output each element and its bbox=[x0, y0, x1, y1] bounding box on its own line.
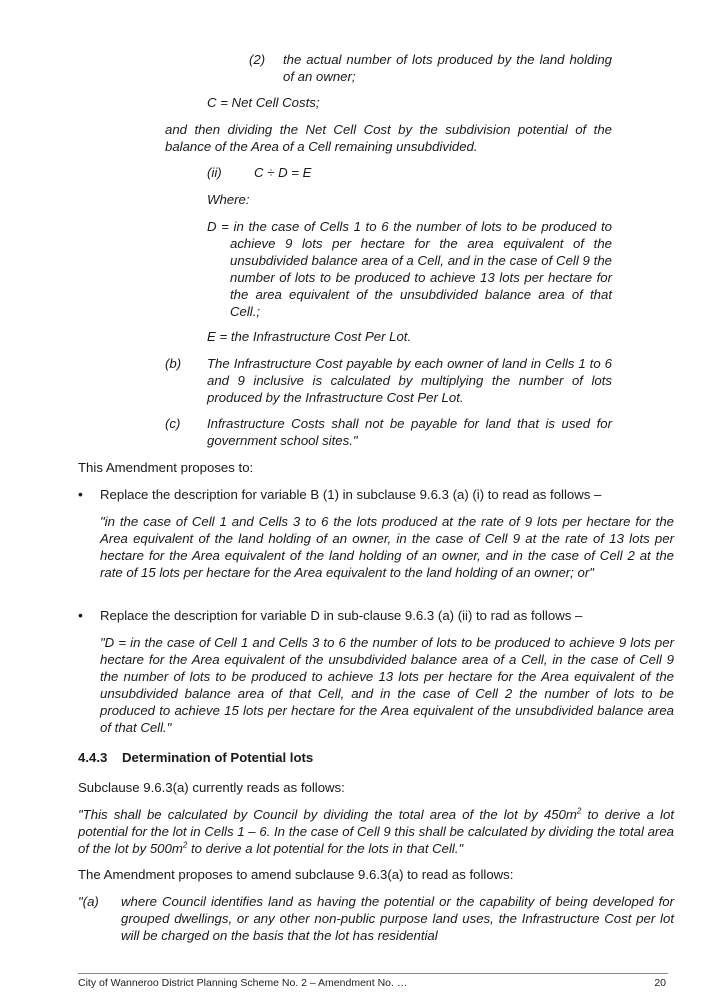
formula-text: C ÷ D = E bbox=[254, 165, 312, 180]
item-c-label: (c) bbox=[165, 416, 181, 431]
list-label-2: (2) bbox=[249, 52, 266, 67]
bullet-2-quote: "D = in the case of Cell 1 and Cells 3 to 6 the number of lots to be produced to achieve 9 lots per hectare for the Area equivalent of the unsubdivided balance area of a Cell, in the case of Cell 9 the number of lots to be produced to achieve 13 lots per hectare for the Area equivalent of the unsubdivided balance area of that Cell, and in the case of Cell 2 the number of lots to be produced to achieve 15 lots per hectare for the Area equivalent of the unsubdivided balance area of that Cell." bbox=[100, 635, 674, 735]
superscript: 2 bbox=[182, 840, 188, 850]
current-quote bbox=[78, 806, 674, 857]
formula-label-ii: (ii) bbox=[207, 165, 222, 180]
page-number: 20 bbox=[654, 977, 666, 989]
subclause-intro: Subclause 9.6.3(a) currently reads as follows: bbox=[78, 780, 345, 795]
bullet-symbol: • bbox=[78, 486, 83, 502]
and-then-paragraph: and then dividing the Net Cell Cost by the subdivision potential of the balance of the Area of a Cell remaining unsubdivided. bbox=[165, 122, 612, 154]
item-a-text: where Council identifies land as having the potential or the capability of being developed for grouped dwellings, or any other non-public purpose land uses, the Infrastructure Cost per lot will be charged on the basis that the lot has residential bbox=[121, 894, 674, 943]
footer-title: City of Wanneroo District Planning Scheme No. 2 – Amendment No. … bbox=[78, 977, 408, 989]
item-c-text: Infrastructure Costs shall not be payable for land that is used for government school sites." bbox=[207, 416, 612, 448]
section-number: 4.4.3 bbox=[78, 750, 108, 765]
item-b-label: (b) bbox=[165, 356, 182, 371]
superscript: 2 bbox=[576, 806, 582, 816]
bullet-1-quote: "in the case of Cell 1 and Cells 3 to 6 the lots produced at the rate of 9 lots per hectare for the Area equivalent of the land holding of an owner, in the case of Cell 9 at the rate of 13 lots per hectare for the Area equivalent of the land holding of an owner, and in the case of Cell 2 at the rate of 15 lots per hectare for the Area equivalent to the land holding of an owner; or" bbox=[100, 514, 674, 580]
list-item-2-text: the actual number of lots produced by the land holding of an owner; bbox=[283, 52, 612, 84]
bullet-2-text: Replace the description for variable D in sub-clause 9.6.3 (a) (ii) to rad as follows – bbox=[100, 608, 583, 623]
amend-intro: The Amendment proposes to amend subclause 9.6.3(a) to read as follows: bbox=[78, 867, 514, 882]
current-quote-part-3: to derive a lot potential for the lots in that Cell." bbox=[187, 841, 464, 856]
d-definition: D = in the case of Cells 1 to 6 the number of lots to be produced to achieve 9 lots per hectare for the area equivalent of the unsubdivided balance area of a Cell, and in the case of Cell 9 the number of lots to be produced to achieve 13 lots per hectare for the area equivalent of the unsubdivided balance area of that Cell.; bbox=[207, 219, 612, 319]
bullet-symbol: • bbox=[78, 607, 83, 623]
item-b-text: The Infrastructure Cost payable by each owner of land in Cells 1 to 6 and 9 inclusive is calculated by multiplying the number of lots produced by the Infrastructure Cost Per Lot. bbox=[207, 356, 612, 405]
e-definition: E = the Infrastructure Cost Per Lot. bbox=[207, 329, 412, 344]
where-label: Where: bbox=[207, 192, 250, 207]
bullet-1-text: Replace the description for variable B (1) in subclause 9.6.3 (a) (i) to read as follows – bbox=[100, 487, 602, 502]
proposes-intro: This Amendment proposes to: bbox=[78, 460, 254, 475]
c-definition: C = Net Cell Costs; bbox=[207, 95, 320, 110]
current-quote-part-1: "This shall be calculated by Council by dividing the total area of the lot by 450m bbox=[78, 807, 577, 822]
footer-divider bbox=[78, 973, 668, 974]
current-quote-part-2: to derive a lot potential for the lot in Cells 1 – 6. In the case of Cell 9 this shall be calculated by dividing the total area of the lot by 500m bbox=[78, 807, 674, 856]
item-a-label: "(a) bbox=[78, 894, 99, 909]
section-title: Determination of Potential lots bbox=[122, 750, 314, 765]
